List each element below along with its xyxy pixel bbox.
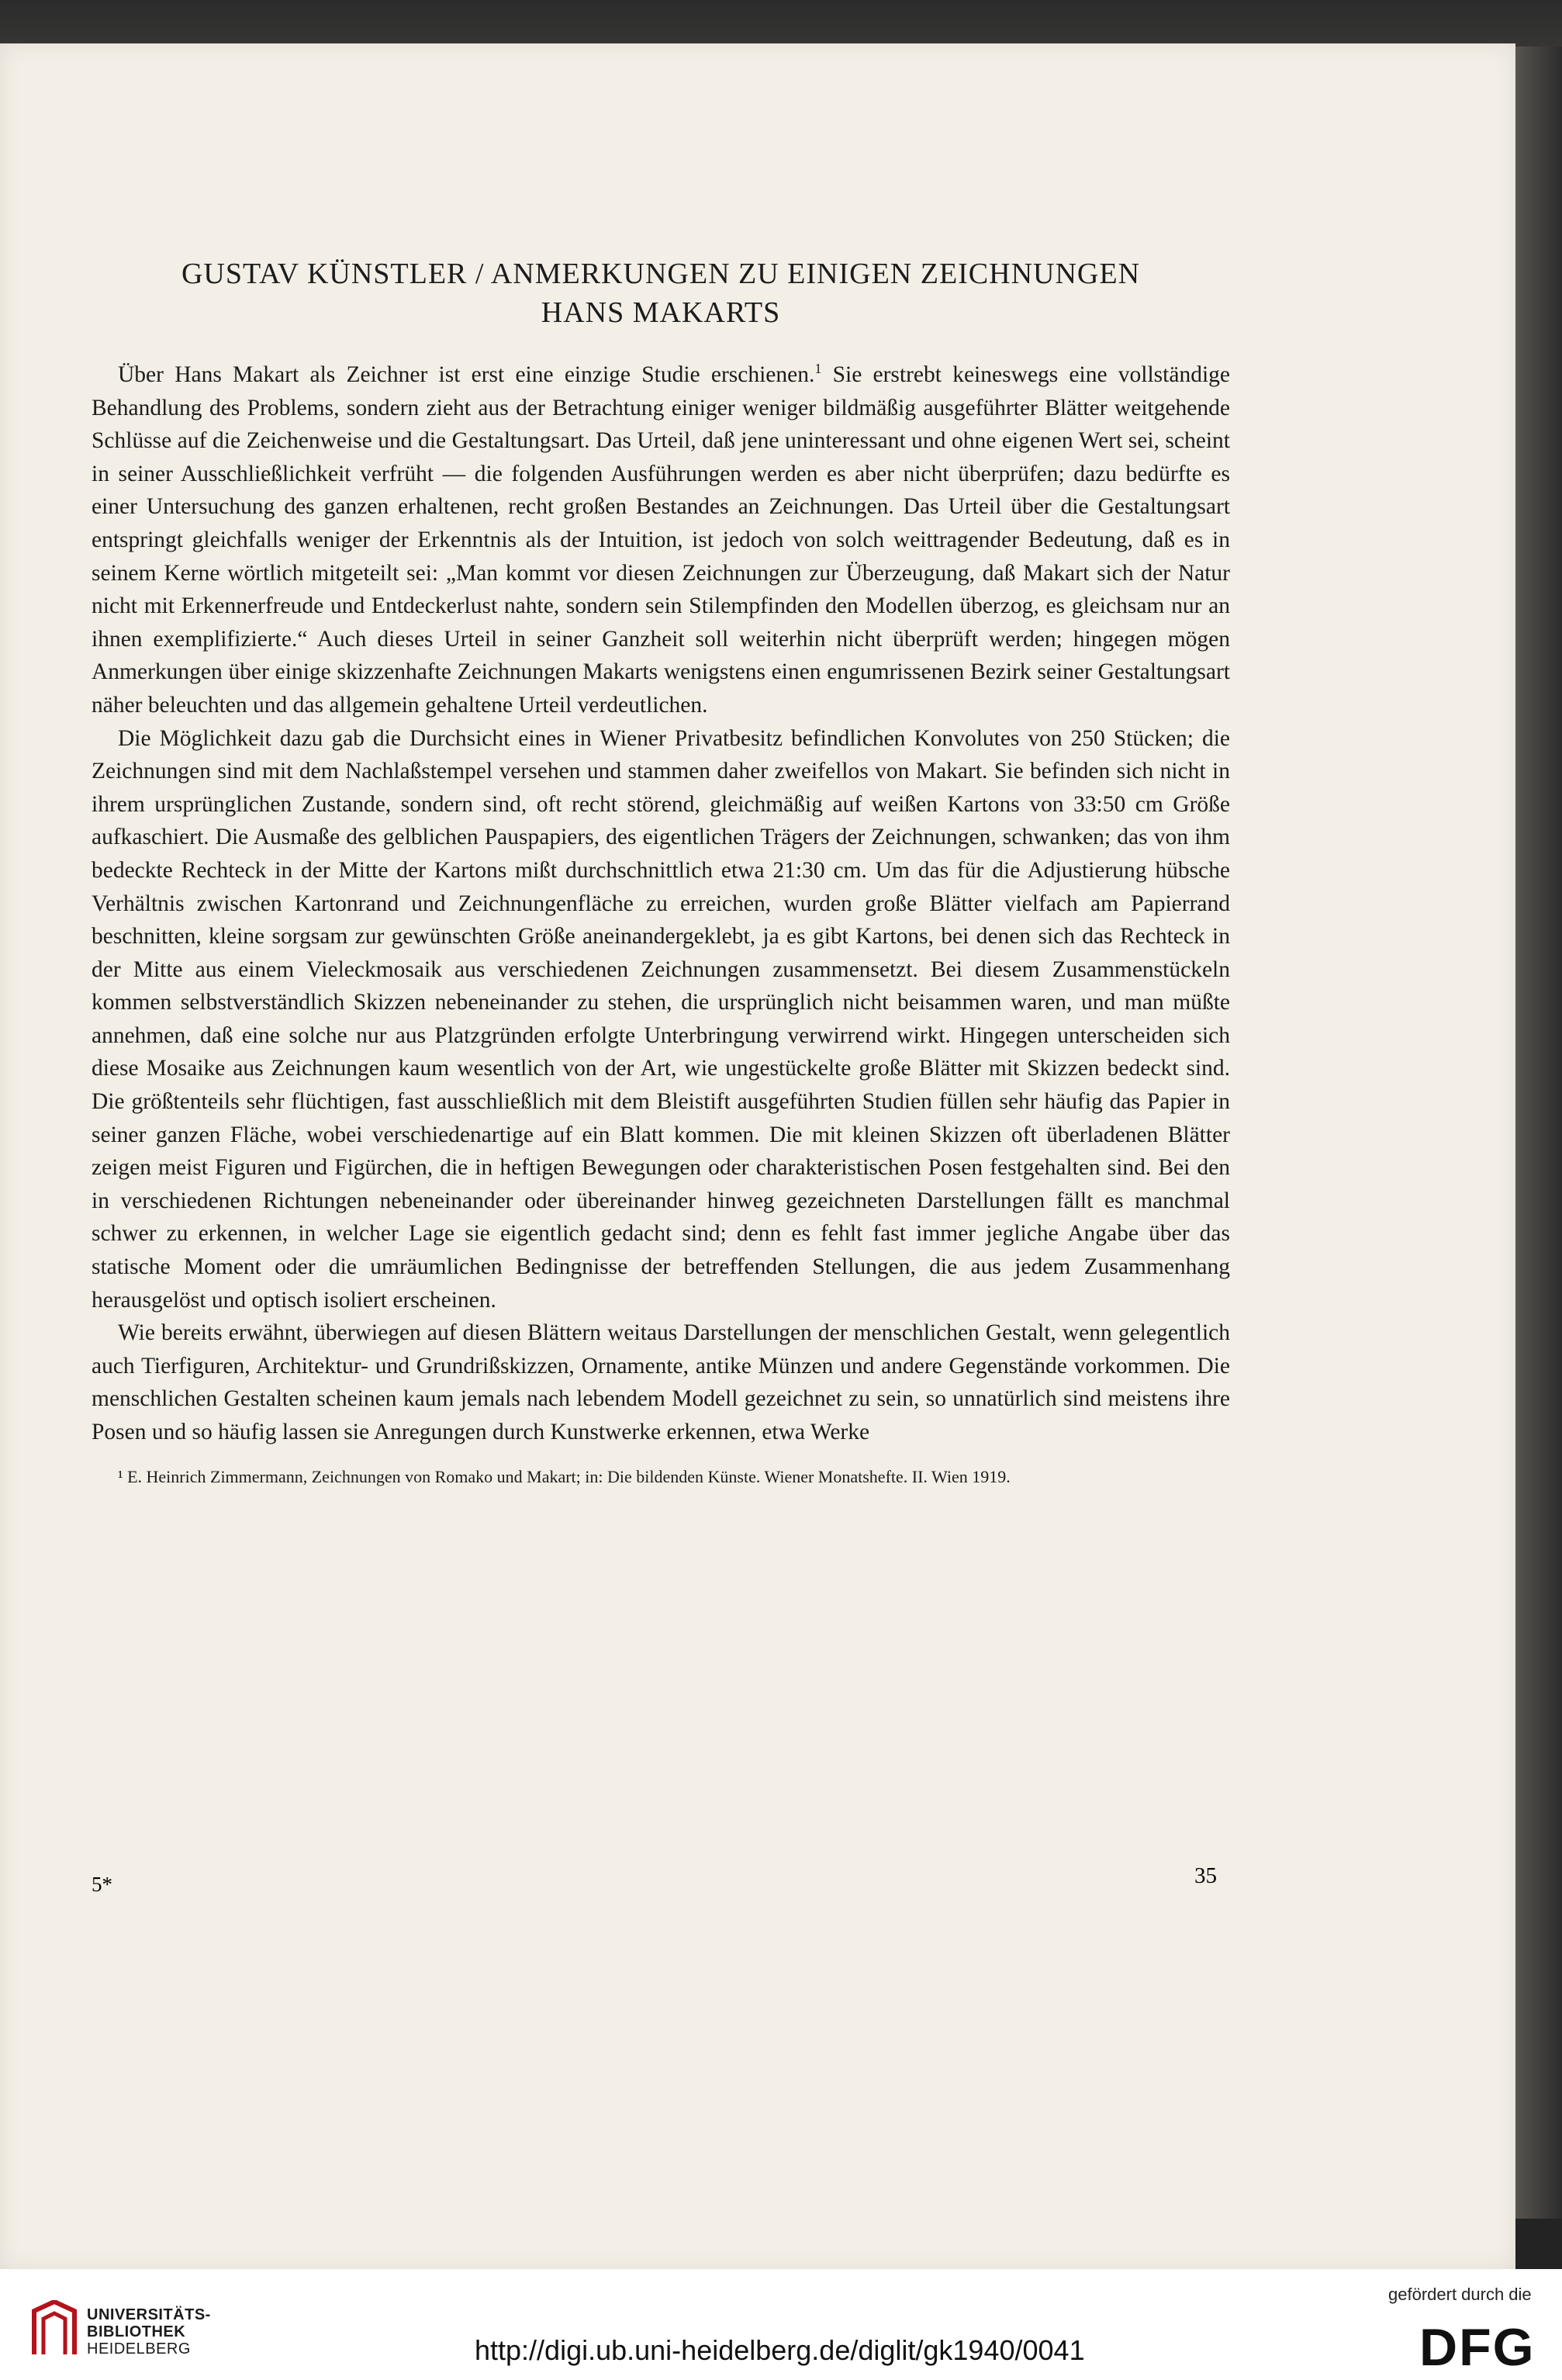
paragraph-1-text-a: Über Hans Makart als Zeichner ist erst eine einzige Studie erschienen.	[118, 362, 815, 387]
library-banner	[0, 2269, 1562, 2380]
sponsor-label: gefördert durch die	[1388, 2285, 1532, 2304]
heidelberg-library-logo-icon	[31, 2300, 78, 2358]
title-line-1: GUSTAV KÜNSTLER / ANMERKUNGEN ZU EINIGEN ZEICHNUNGEN	[181, 258, 1141, 290]
page-number: 35	[1194, 1863, 1217, 1888]
page-content	[92, 254, 1230, 1489]
title-line-2: HANS MAKARTS	[541, 296, 781, 329]
institution-line-2: BIBLIOTHEK	[87, 2323, 186, 2340]
institution-line-1: UNIVERSITÄTS-	[87, 2306, 211, 2323]
scan-right-edge	[1514, 47, 1562, 2219]
paragraph-1-text-b: Sie erstrebt keineswegs eine vollständige Behandlung des Problems, sondern zieht aus der Betrachtung einiger weniger bildmäßig ausgeführter Blätter weitgehende Schlüsse auf die Zeichenweise und die Gestaltungsart. Das Urteil, daß jene uninteressant und ohne eigenen Wert sei, scheint in seiner Ausschließlichkeit verfrüht — die folgenden Ausführungen werden es aber nicht überprüfen; dazu bedürfte es einer Untersuchung des ganzen erhaltenen, recht großen Bestandes an Zeichnungen. Das Urteil über die Gestaltungsart entspringt gleichfalls weniger der Erkenntnis als der Intuition, ist jedoch von solch weittragender Bedeutung, daß es in seinem Kerne wörtlich mitgeteilt sei: „Man kommt vor diesen Zeichnungen zur Überzeugung, daß Makart sich der Natur nicht mit Erkennerfreude und Entdeckerlust nahte, sondern sein Stilempfinden den Modellen überzog, es gleichsam nur an ihnen exemplifizierte.“ Auch dieses Urteil in seiner Ganzheit soll weiterhin nicht überprüft werden; hingegen mögen Anmerkungen über einige skizzenhafte Zeichnungen Makarts wenigstens einen engumrissenen Bezirk seiner Gestaltungsart näher beleuchten und das allgemein gehaltene Urteil verdeutlichen.	[92, 362, 1230, 718]
footnote-marker: 1	[814, 361, 822, 377]
paragraph-2: Die Möglichkeit dazu gab die Durchsicht eines in Wiener Privatbesitz befindlichen Konvolutes von 250 Stücken; die Zeichnungen sind mit dem Nachlaßstempel versehen und stammen daher zweifellos von Makart. Sie befinden sich nicht in ihrem ursprünglichen Zustande, sondern sind, oft recht störend, gleichmäßig auf weißen Kartons von 33:50 cm Größe aufkaschiert. Die Ausmaße des gelblichen Pauspapiers, des eigentlichen Trägers der Zeichnungen, schwanken; das von ihm bedeckte Rechteck in der Mitte der Kartons mißt durchschnittlich etwa 21:30 cm. Um das für die Adjustierung hübsche Verhältnis zwischen Kartonrand und Zeichnungenfläche zu erreichen, wurden große Blätter vielfach am Papierrand beschnitten, kleine sorgsam zur gewünschten Größe aneinandergeklebt, ja es gibt Kartons, bei denen sich das Rechteck in der Mitte aus einem Vieleckmosaik aus verschiedenen Zeichnungen zusammensetzt. Bei diesem Zusammenstückeln kommen selbstverständlich Skizzen nebeneinander zu stehen, die ursprünglich nicht beisammen waren, und man müßte annehmen, daß eine solche nur aus Platzgründen erfolgte Unterbringung verwirrend wirkt. Hingegen unterscheiden sich diese Mosaike aus Zeichnungen kaum wesentlich von der Art, wie ungestückelte große Blätter mit Skizzen bedeckt sind. Die größtenteils sehr flüchtigen, fast ausschließlich mit dem Bleistift ausgeführten Studien füllen sehr häufig das Papier in seiner ganzen Fläche, wobei verschiedenartige auf ein Blatt kommen. Die mit kleinen Skizzen oft überladenen Blätter zeigen meist Figuren und Figürchen, die in heftigen Bewegungen oder charakteristischen Posen festgehalten sind. Bei den in verschiedenen Richtungen nebeneinander oder übereinander hinweg gezeichneten Darstellungen fällt es manchmal schwer zu erkennen, in welcher Lage sie eigentlich gedacht sind; denn es fehlt fast immer jegliche Angabe über das statische Moment oder die umräumlichen Bedingnisse der betreffenden Stellungen, die aus jedem Zusammenhang herausgelöst und optisch isoliert erscheinen.	[92, 725, 1230, 1313]
signature-mark: 5*	[92, 1873, 112, 1896]
dfg-logo: DFG	[1419, 2318, 1536, 2377]
permalink-url[interactable]: http://digi.ub.uni-heidelberg.de/diglit/gk1940/0041	[475, 2334, 1085, 2366]
book-page	[0, 43, 1515, 2270]
article-title	[92, 254, 1230, 332]
paragraph-3: Wie bereits erwähnt, überwiegen auf diesen Blättern weitaus Darstellungen der menschlichen Gestalt, wenn gelegentlich auch Tierfiguren, Architektur- und Grundrißskizzen, Ornamente, antike Münzen und andere Gegenstände vorkommen. Die menschlichen Gestalten scheinen kaum jemals nach lebendem Modell gezeichnet zu sein, so unnatürlich sind meistens ihre Posen und so häufig lassen sie Anregungen durch Kunstwerke erkennen, etwa Werke	[92, 1320, 1230, 1444]
paragraph-1	[92, 358, 1230, 722]
article-body	[92, 358, 1230, 1449]
institution-line-3: HEIDELBERG	[87, 2340, 191, 2358]
institution-name	[87, 2306, 211, 2358]
footnote: ¹ E. Heinrich Zimmermann, Zeichnungen von Romako und Makart; in: Die bildenden Künste. Wiener Monatshefte. II. Wien 1919.	[118, 1466, 1011, 1486]
